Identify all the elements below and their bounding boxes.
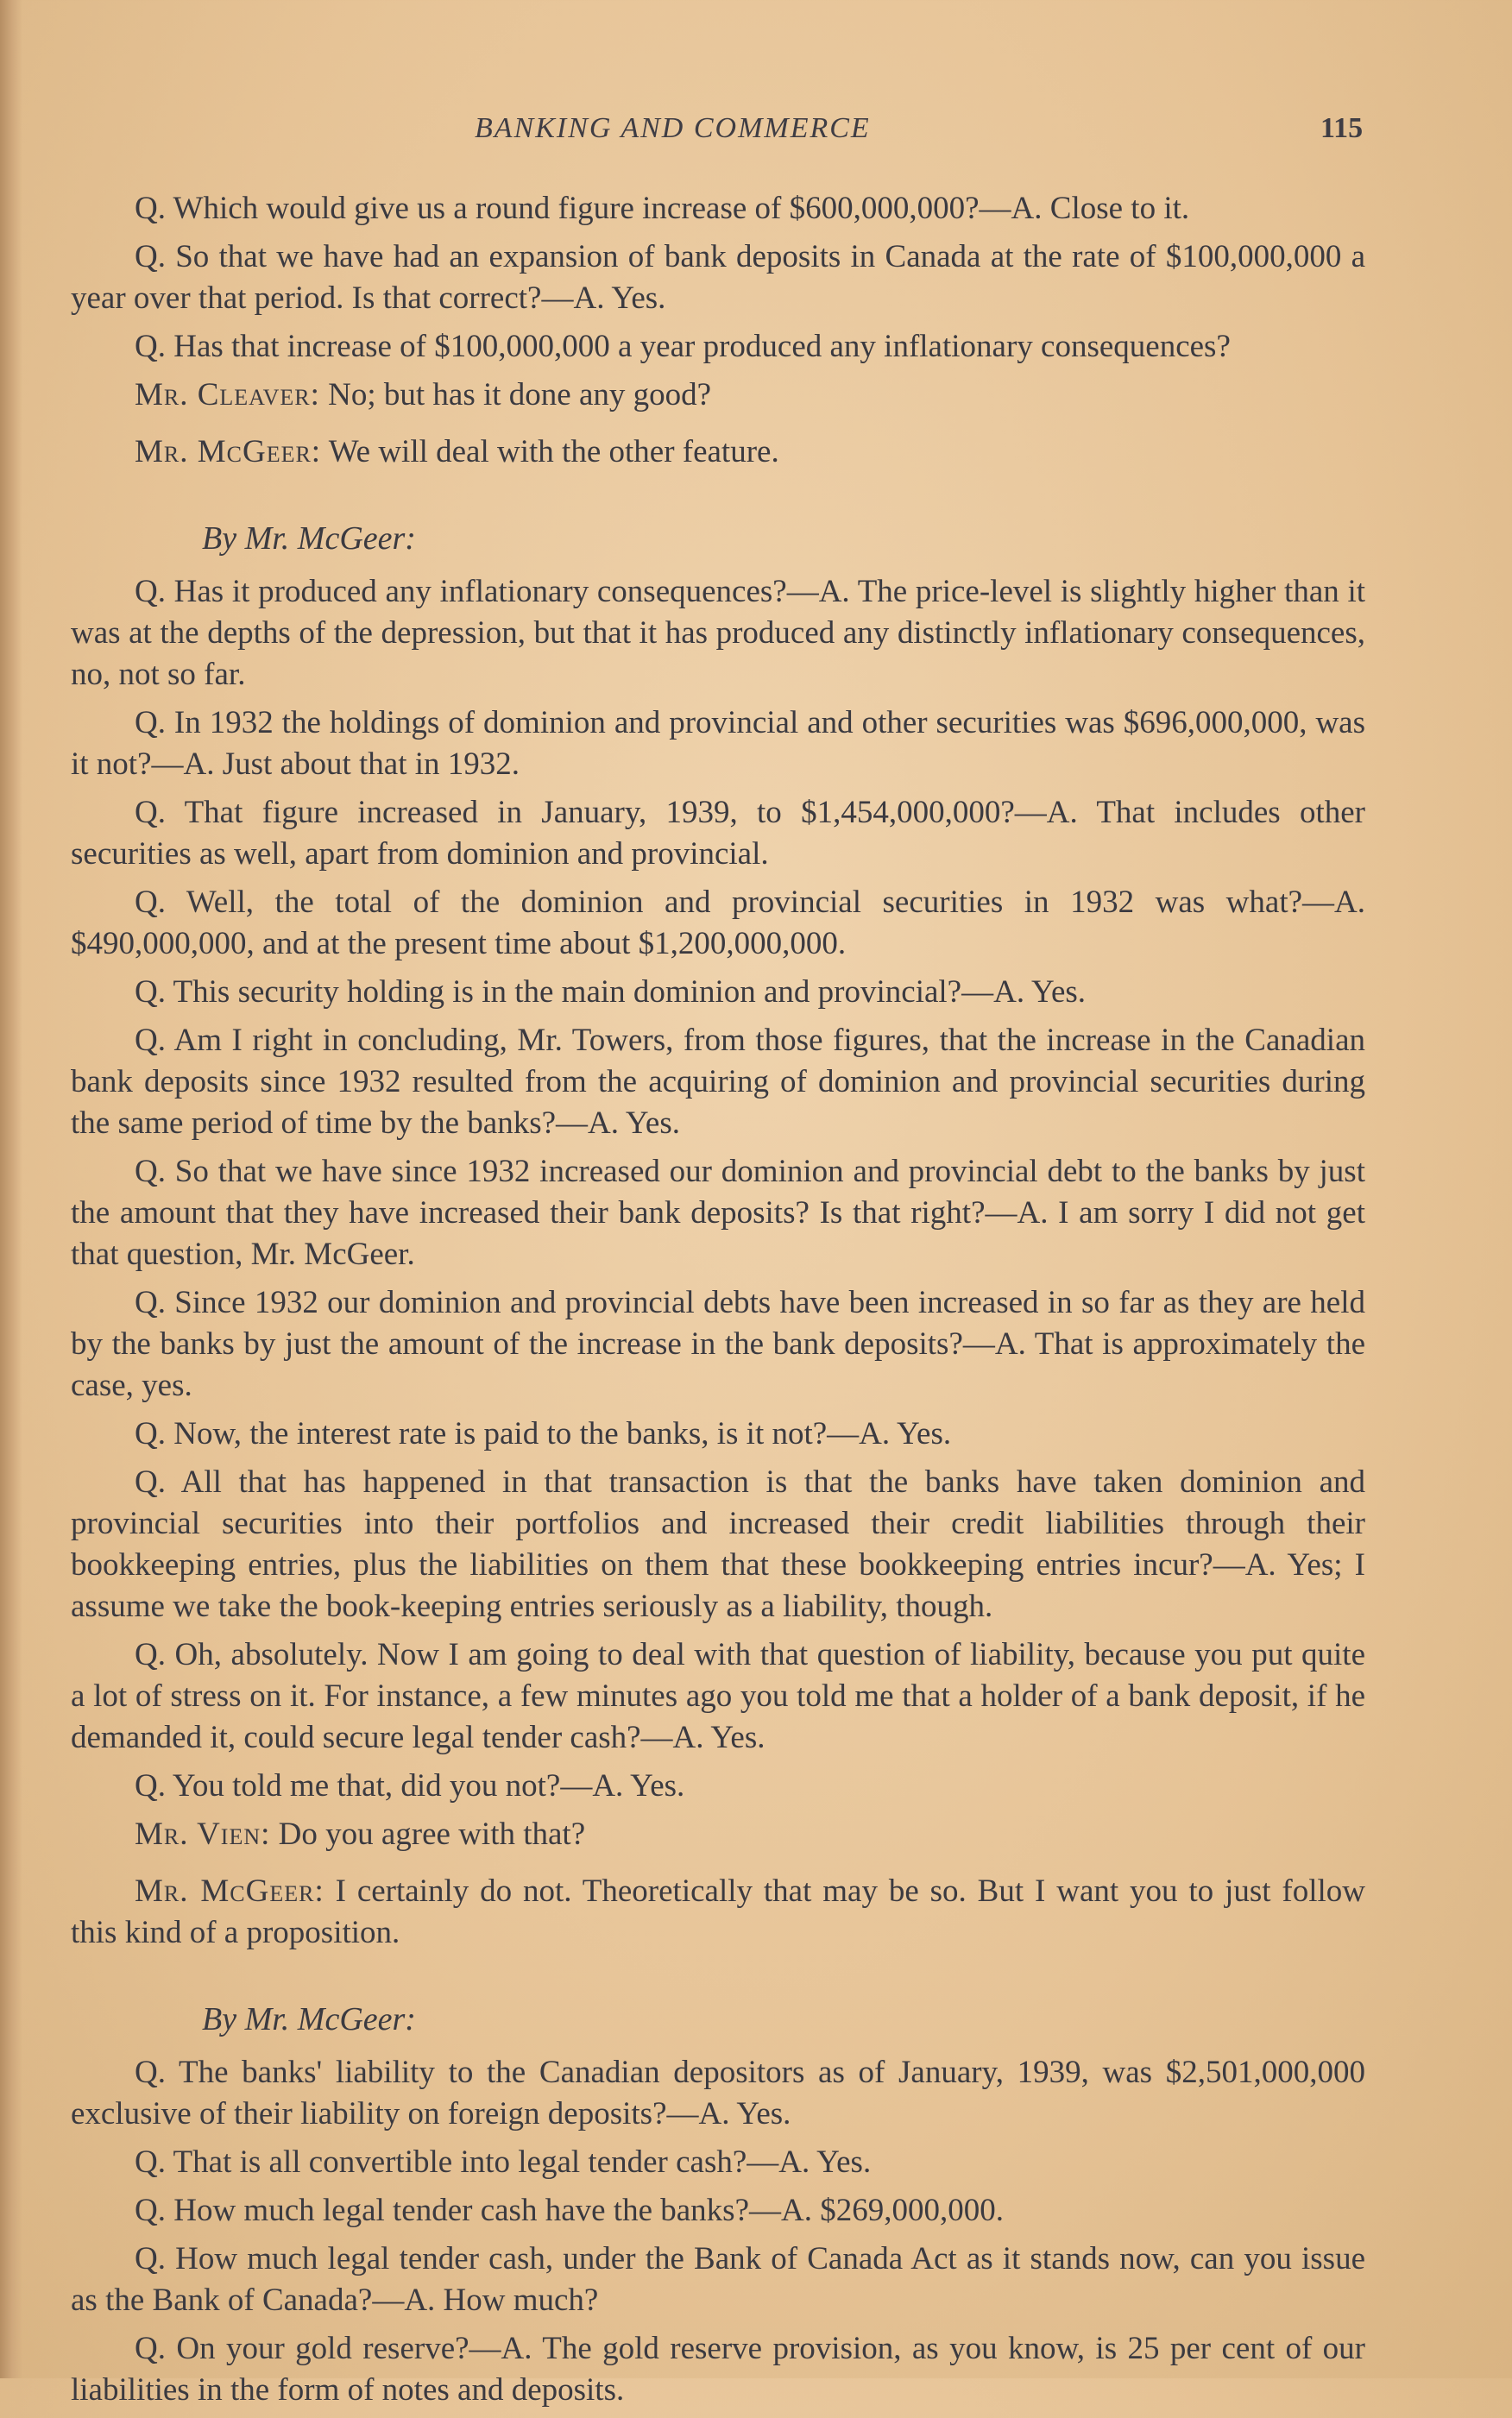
speaker-text: Do you agree with that?: [278, 1817, 586, 1852]
paragraph: Q. That is all convertible into legal tender cash?—A. Yes.: [135, 2144, 872, 2180]
paragraph: Q. You told me that, did you not?—A. Yes.: [135, 1768, 685, 1804]
paragraph: Q. So that we have had an expansion of bank deposits in Canada at the rate of $100,000,000 a year over that period. Is that correct?—A. Yes.: [71, 239, 1365, 316]
paragraph: Q. How much legal tender cash have the banks?—A. $269,000,000.: [135, 2193, 1004, 2228]
body-text: [71, 188, 1365, 2418]
paragraph: Q. How much legal tender cash, under the Bank of Canada Act as it stands now, can you issue as the Bank of Canada?—A. How much?: [71, 2241, 1365, 2318]
speaker-name: Mr. Vien:: [135, 1817, 271, 1852]
paragraph: Q. In 1932 the holdings of dominion and provincial and other securities was $696,000,000, was it not?—A. Just about that in 1932.: [71, 705, 1365, 782]
paragraph: Q. On your gold reserve?—A. The gold reserve provision, as you know, is 25 per cent of our liabilities in the form of notes and deposits.: [71, 2331, 1365, 2408]
running-head: BANKING AND COMMERCE: [475, 112, 871, 144]
speaker-paragraph: [71, 431, 1365, 473]
examiner-byline: By Mr. McGeer:: [202, 2001, 416, 2037]
paragraph: Q. Has that increase of $100,000,000 a year produced any inflationary consequences?: [135, 329, 1231, 364]
paragraph: Q. Now, the interest rate is paid to the banks, is it not?—A. Yes.: [135, 1416, 952, 1451]
speaker-text: No; but has it done any good?: [328, 377, 712, 412]
speaker-text: I certainly do not. Theoretically that may be so. But I want you to just follow this kind of a proposition.: [71, 1873, 1366, 1950]
page-number: 115: [1320, 112, 1364, 144]
speaker-name: Mr. McGeer:: [135, 1873, 324, 1909]
paragraph: Q. Which would give us a round figure increase of $600,000,000?—A. Close to it.: [135, 191, 1190, 226]
paragraph: Q. Has it produced any inflationary consequences?—A. The price-level is slightly higher than it was at the depths of the depression, but that it has produced any distinctly inflationary consequences, no, not so far.: [71, 574, 1365, 692]
paragraph: Q. Oh, absolutely. Now I am going to deal with that question of liability, because you put quite a lot of stress on it. For instance, a few minutes ago you told me that a holder of a bank deposit, if he demanded it, could secure legal tender cash?—A. Yes.: [71, 1637, 1365, 1755]
speaker-name: Mr. McGeer:: [135, 434, 322, 469]
page-header: [0, 112, 1512, 155]
speaker-paragraph: [71, 375, 1365, 416]
speaker-paragraph: [71, 1814, 1365, 1855]
paragraph: Q. This security holding is in the main dominion and provincial?—A. Yes.: [135, 974, 1087, 1010]
paragraph: Q. All that has happened in that transaction is that the banks have taken dominion and provincial securities into their portfolios and increased their credit liabilities through their bookkeeping entries, plus the liabilities on them that these bookkeeping entries incur?—A. Yes; I assume we take the book-keeping entries seriously as a liability, though.: [71, 1464, 1365, 1624]
speaker-text: We will deal with the other feature.: [328, 434, 779, 469]
paragraph: Q. Am I right in concluding, Mr. Towers, from those figures, that the increase in the Canadian bank deposits since 1932 resulted from the acquiring of dominion and provincial securities during the same period of time by the banks?—A. Yes.: [71, 1023, 1365, 1141]
paragraph: Q. Well, the total of the dominion and provincial securities in 1932 was what?—A. $490,000,000, and at the present time about $1,200,000,000.: [71, 885, 1365, 961]
paragraph: Q. Since 1932 our dominion and provincial debts have been increased in so far as they are held by the banks by just the amount of the increase in the bank deposits?—A. That is approximately the case, yes.: [71, 1285, 1365, 1403]
paragraph: Q. That figure increased in January, 1939, to $1,454,000,000?—A. That includes other securities as well, apart from dominion and provincial.: [71, 795, 1365, 872]
speaker-name: Mr. Cleaver:: [135, 377, 320, 412]
paragraph: Q. The banks' liability to the Canadian depositors as of January, 1939, was $2,501,000,000 exclusive of their liability on foreign deposits?—A. Yes.: [71, 2055, 1365, 2131]
examiner-byline: By Mr. McGeer:: [202, 520, 416, 557]
speaker-paragraph: [71, 1871, 1365, 1954]
paragraph: Q. So that we have since 1932 increased our dominion and provincial debt to the banks by just the amount that they have increased their bank deposits? Is that right?—A. I am sorry I did not get that question, Mr. McGeer.: [71, 1154, 1365, 1272]
